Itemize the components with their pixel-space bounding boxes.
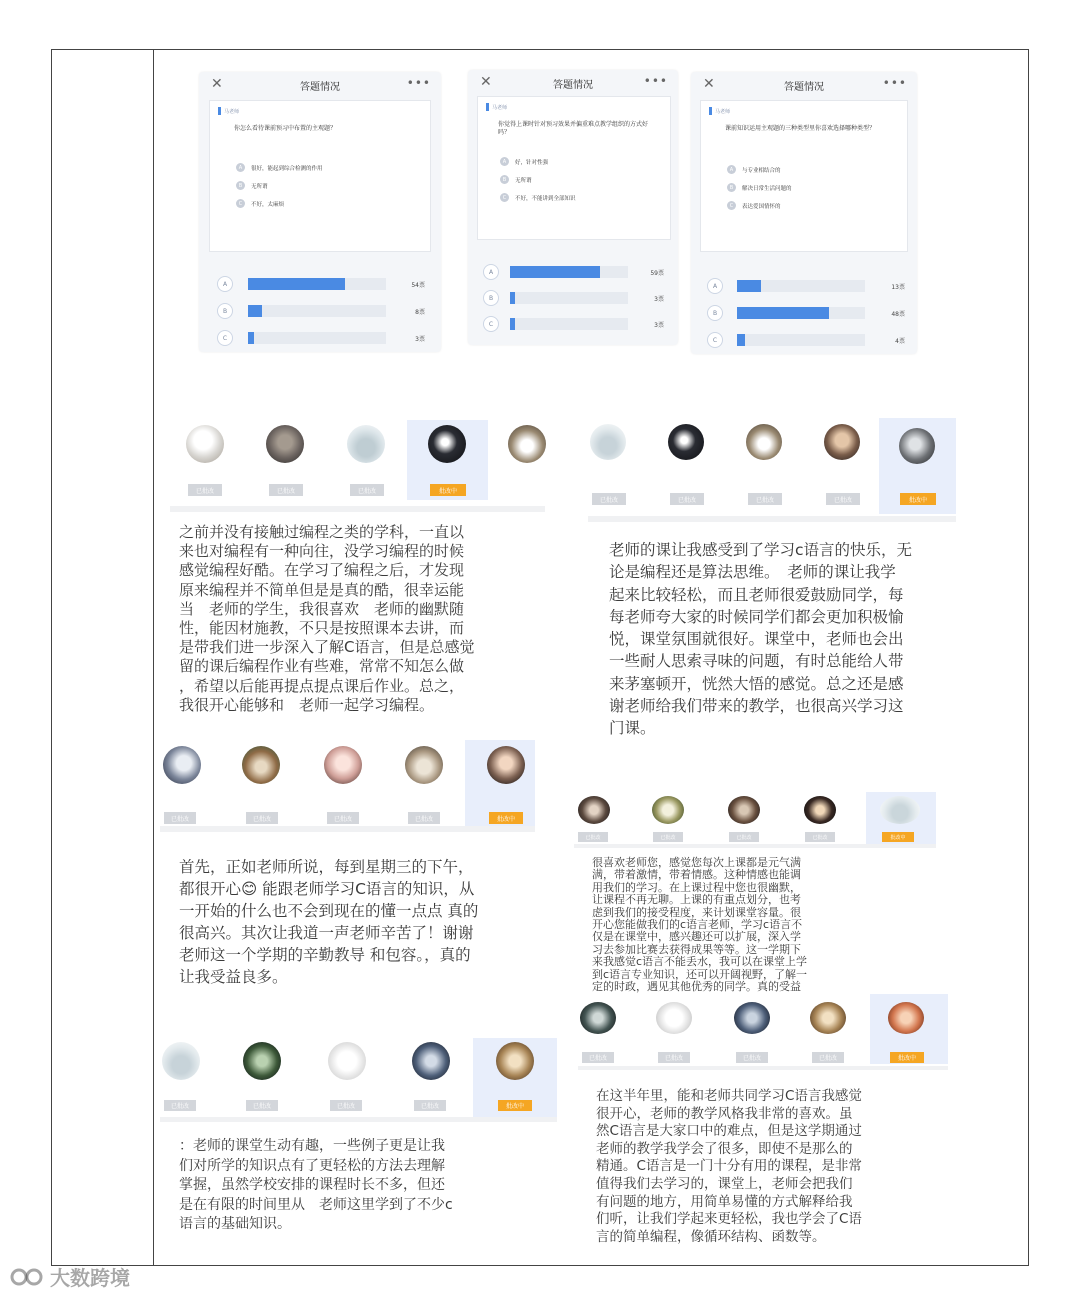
text-line: 来我感觉c语言不能丢水，我可以在课堂上学 [592,955,808,969]
status-tag: 已批改 [582,1052,614,1063]
watermark-logo-icon [10,1267,46,1287]
result-votes: 4票 [895,338,905,345]
more-icon[interactable]: ••• [882,76,907,90]
strip-baseline [160,1117,557,1122]
text-line: 们听，让我们学起来更轻松，我也学会了C语 [596,1211,862,1228]
avatar[interactable] [162,1042,200,1080]
poll-option[interactable]: A 很好，能起到综合检测的作用 [236,163,323,172]
result-fill [737,334,745,346]
text-line: 都很开心😊 能跟老师学习C语言的知识，从 [179,880,475,898]
text-line: 掌握，虽然学校安排的课程时长不多，但还 [179,1177,445,1193]
avatar[interactable] [880,796,920,824]
text-line: 言的简单编程，像循环结构、函数等。 [596,1228,826,1245]
avatar[interactable] [243,1042,281,1080]
avatar[interactable] [405,746,443,784]
status-tag: 已批改 [805,832,835,842]
more-icon[interactable]: ••• [406,76,431,90]
poll-question-card [209,100,431,252]
result-votes: 13票 [891,284,905,291]
radio-icon: B [727,183,736,192]
avatar[interactable] [412,1042,450,1080]
status-tag: 已批改 [748,493,782,505]
text-line: 老师这一个学期的辛勤教导 和包容。，真的 [179,946,471,964]
text-line: 精通。C语言是一门十分有用的课程，是非常 [596,1158,862,1175]
comment-text-5 [179,1137,549,1235]
text-line: 一开始的什么也不会到现在的懂一点点 真的 [179,902,479,920]
status-tag: 批改中 [489,812,523,824]
status-tag: 批改中 [430,484,466,496]
avatar-strip-6 [160,1038,557,1122]
avatar[interactable] [668,424,704,460]
more-icon[interactable]: ••• [643,74,668,88]
result-fill [248,278,345,290]
result-fill [510,318,515,330]
result-letter: C [483,316,499,332]
avatar[interactable] [810,1002,846,1034]
result-votes: 3票 [654,296,664,303]
text-line: 悦，课堂氛围就很好。课堂中，老师也会出 [609,630,904,649]
text-line: 虑到我们的接受程度，来计划课堂容量。很 [592,905,801,919]
status-tag: 已批改 [826,493,860,505]
poll-teacher: 马老师 [709,107,730,115]
text-line: 很开心，老师的教学风格我非常的喜欢。虽 [596,1105,853,1122]
text-line: 很高兴。其次让我道一声老师辛苦了！谢谢 [179,924,474,942]
status-tag: 已批改 [670,493,704,505]
avatar[interactable] [578,796,610,824]
poll-title: 答题情况 [300,81,340,93]
status-tag: 已批改 [658,1052,690,1063]
text-line: 我很开心能够和 老师一起学习编程。 [179,695,435,714]
result-bar [510,292,628,304]
poll-option[interactable]: B 无所谓 [500,175,532,184]
close-icon[interactable]: ✕ [480,74,492,90]
text-line: 当 老师的学生，我很喜欢 老师的幽默随 [179,599,465,618]
comment-text-6 [596,1088,941,1246]
poll-question: 你怎么看待课前预习中布置的主观题？ [234,125,337,132]
poll-option[interactable]: C 不好，不能讲到全部知识 [500,193,576,202]
poll-panel-3 [691,72,917,354]
poll-option[interactable]: C 表达爱国情怀的 [727,201,781,210]
strip-baseline [578,1066,948,1070]
comment-text-4 [592,857,932,993]
result-letter: C [217,330,233,346]
text-line: 有问题的地方，用简单易懂的方式解释给我 [596,1193,853,1210]
result-votes: 54票 [411,282,425,289]
text-line: 开心您能做我们的c语言老师，学习c语言不 [592,918,803,932]
text-line: 们对所学的知识点有了更轻松的方法去理解 [179,1157,445,1174]
strip-baseline [588,516,956,522]
avatar[interactable] [656,1002,692,1034]
result-letter: B [707,305,723,321]
avatar[interactable] [163,746,201,784]
status-tag: 已批改 [812,1052,844,1063]
poll-title: 答题情况 [553,79,593,91]
avatar-strip-3 [160,740,535,832]
avatar[interactable] [328,1042,366,1080]
text-line: 起来比较轻松，而且老师很爱鼓励同学，每 [609,585,904,604]
poll-question: 你觉得上课时针对预习效果并偏重难点教学组织的方式好吗？ [498,121,649,136]
avatar[interactable] [508,425,546,463]
avatar[interactable] [242,746,280,784]
status-tag: 已批改 [327,812,359,824]
poll-question-card [700,100,908,252]
result-fill [737,307,829,319]
text-line: 老师的教学我学会了很多，即使不是那么的 [596,1140,853,1157]
poll-title: 答题情况 [784,81,824,93]
text-line: 是在有限的时间里从 老师这里学到了不少c [179,1196,453,1213]
avatar[interactable] [888,1002,924,1034]
status-tag: 已批改 [578,832,608,842]
result-votes: 8票 [415,309,425,316]
status-tag: 已批改 [408,812,440,824]
text-line: ：老师的课堂生动有趣，一些例子更是让我 [179,1138,445,1154]
status-tag: 已批改 [188,484,222,496]
result-letter: C [707,332,723,348]
radio-icon: C [727,201,736,210]
status-tag: 已批改 [164,812,196,824]
avatar[interactable] [496,1042,534,1080]
status-tag: 已批改 [736,1052,768,1063]
poll-question: 课前知识运用主观题的三种类型里你喜欢选择哪种类型？ [725,125,876,132]
text-line: 之前并没有接触过编程之类的学科，一直以 [179,523,465,541]
avatar[interactable] [899,428,935,464]
poll-option[interactable]: B 无所谓 [236,181,268,190]
close-icon[interactable]: ✕ [703,76,715,92]
result-bar [510,318,628,330]
status-tag: 已批改 [653,832,683,842]
result-fill [248,332,254,344]
text-line: ，希望以后能再提点提点课后作业。总之， [179,676,465,695]
avatar[interactable] [728,796,760,824]
text-line: 性，能因材施教，不只是按照课本去讲，而 [179,619,465,638]
radio-icon: A [236,163,245,172]
text-line: 仅是在课堂中，感兴趣还可以扩展，深入学 [592,930,801,944]
avatar[interactable] [746,424,782,460]
result-letter: A [217,276,233,292]
radio-icon: A [500,157,509,166]
avatar[interactable] [652,796,684,824]
result-bar [510,266,628,278]
result-votes: 48票 [891,311,905,318]
poll-panel-1 [199,72,441,352]
strip-baseline [574,844,936,848]
text-line: 让我受益良多。 [179,968,288,986]
result-bar [248,332,386,344]
watermark [10,1262,130,1291]
radio-icon: B [236,181,245,190]
result-votes: 3票 [654,322,664,329]
text-line: 一些耐人思索寻味的问题，有时总能给人带 [609,652,904,671]
text-line: 用我们的学习。在上课过程中您也很幽默， [592,880,801,894]
poll-option[interactable]: A 与专业相结合的 [727,165,781,174]
text-line: 在这半年里，能和老师共同学习C语言我感觉 [596,1088,862,1104]
result-bar [737,334,865,346]
avatar[interactable] [347,425,385,463]
status-tag: 批改中 [882,832,914,842]
poll-teacher: 马老师 [218,107,239,115]
poll-panel-2 [468,70,678,345]
avatar[interactable] [487,746,525,784]
avatar[interactable] [804,796,836,824]
avatar[interactable] [734,1002,770,1034]
poll-teacher: 马老师 [486,103,507,111]
text-line: 然C语言是大家口中的难点，但是这学期通过 [596,1123,862,1140]
radio-icon: C [236,199,245,208]
comment-text-3 [179,856,549,988]
text-line: 来茅塞顿开，恍然大悟的感觉。总之还是感 [609,674,904,693]
text-line: 留的课后编程作业有些难，常常不知怎么做 [179,657,465,676]
radio-icon: C [500,193,509,202]
text-line: 满，带着激情，带着情感。这种情感也能调 [592,868,801,882]
avatar-strip-2 [588,418,956,522]
avatar[interactable] [324,746,362,784]
watermark-text: 大数跨境 [50,1266,130,1290]
status-tag: 批改中 [890,1052,924,1063]
text-line: 首先，正如老师所说，每到星期三的下午， [179,858,474,876]
radio-icon: B [500,175,509,184]
text-line: 老师的课让我感受到了学习c语言的快乐，无 [609,541,913,559]
status-tag: 批改中 [498,1100,532,1111]
result-fill [510,266,600,278]
status-tag: 已批改 [330,1100,362,1111]
result-bar [248,305,386,317]
strip-baseline [160,826,535,832]
result-letter: A [483,264,499,280]
avatar[interactable] [824,424,860,460]
strip-baseline [170,506,545,512]
avatar[interactable] [428,425,466,463]
result-fill [737,280,761,292]
avatar-strip-1 [170,420,545,512]
poll-option[interactable]: A 好，针对性强 [500,157,548,166]
text-line: 感觉编程好酷。在学习了编程之后，才发现 [179,561,465,580]
text-line: 语言的基础知识。 [179,1216,291,1232]
result-bar [737,307,865,319]
result-letter: A [707,278,723,294]
avatar[interactable] [580,1002,616,1034]
result-fill [248,305,262,317]
text-line: 谢老师给我们带来的教学，也很高兴学习这 [609,697,904,716]
text-line: 值得我们去学习的，课堂上，老师会把我们 [596,1175,853,1192]
text-line: 论是编程还是算法思维。 老师的课让我学 [609,563,896,582]
status-tag: 批改中 [900,493,936,505]
text-line: 定的时政，遇见其他优秀的同学。真的受益 [592,980,801,994]
avatar[interactable] [590,424,626,460]
status-tag: 已批改 [164,1100,196,1111]
text-line: 是带我们进一步深入了解C语言，但是总感觉 [179,638,475,657]
avatar-strip-5 [578,994,948,1070]
poll-question-card [477,96,671,240]
status-tag: 已批改 [269,484,303,496]
result-bar [737,280,865,292]
result-votes: 3票 [415,336,425,343]
radio-icon: A [727,165,736,174]
result-bar [248,278,386,290]
avatar-strip-4 [574,792,936,848]
text-line: 原来编程并不简单但是是真的酷，很幸运能 [179,580,465,599]
result-fill [510,292,515,304]
status-tag: 已批改 [729,832,759,842]
status-tag: 已批改 [246,1100,278,1111]
result-votes: 59票 [650,270,664,277]
text-line: 门课。 [609,719,656,738]
text-line: 习去参加比赛去获得成果等等。这一学期下 [592,942,801,956]
poll-option[interactable]: C 不好，太麻烦 [236,199,284,208]
avatar[interactable] [186,425,224,463]
comment-text-2 [609,539,949,740]
result-letter: B [217,303,233,319]
result-letter: B [483,290,499,306]
status-tag: 已批改 [414,1100,446,1111]
text-line: 让课程不再无聊。上课的有重点划分，也考 [592,893,801,907]
status-tag: 已批改 [592,493,626,505]
avatar[interactable] [266,425,304,463]
status-tag: 已批改 [350,484,384,496]
text-line: 很喜欢老师您，感觉您每次上课都是元气满 [592,856,801,869]
text-line: 每老师夸大家的时候同学们都会更加积极愉 [609,607,904,626]
poll-option[interactable]: B 解决日常生活问题的 [727,183,792,192]
status-tag: 已批改 [246,812,278,824]
text-line: 到c语言专业知识，还可以开阔视野，了解一 [592,967,808,981]
close-icon[interactable]: ✕ [211,76,223,92]
comment-text-1 [179,523,549,715]
frame-divider [153,49,154,1266]
text-line: 来也对编程有一种向往，没学习编程的时候 [179,542,465,561]
